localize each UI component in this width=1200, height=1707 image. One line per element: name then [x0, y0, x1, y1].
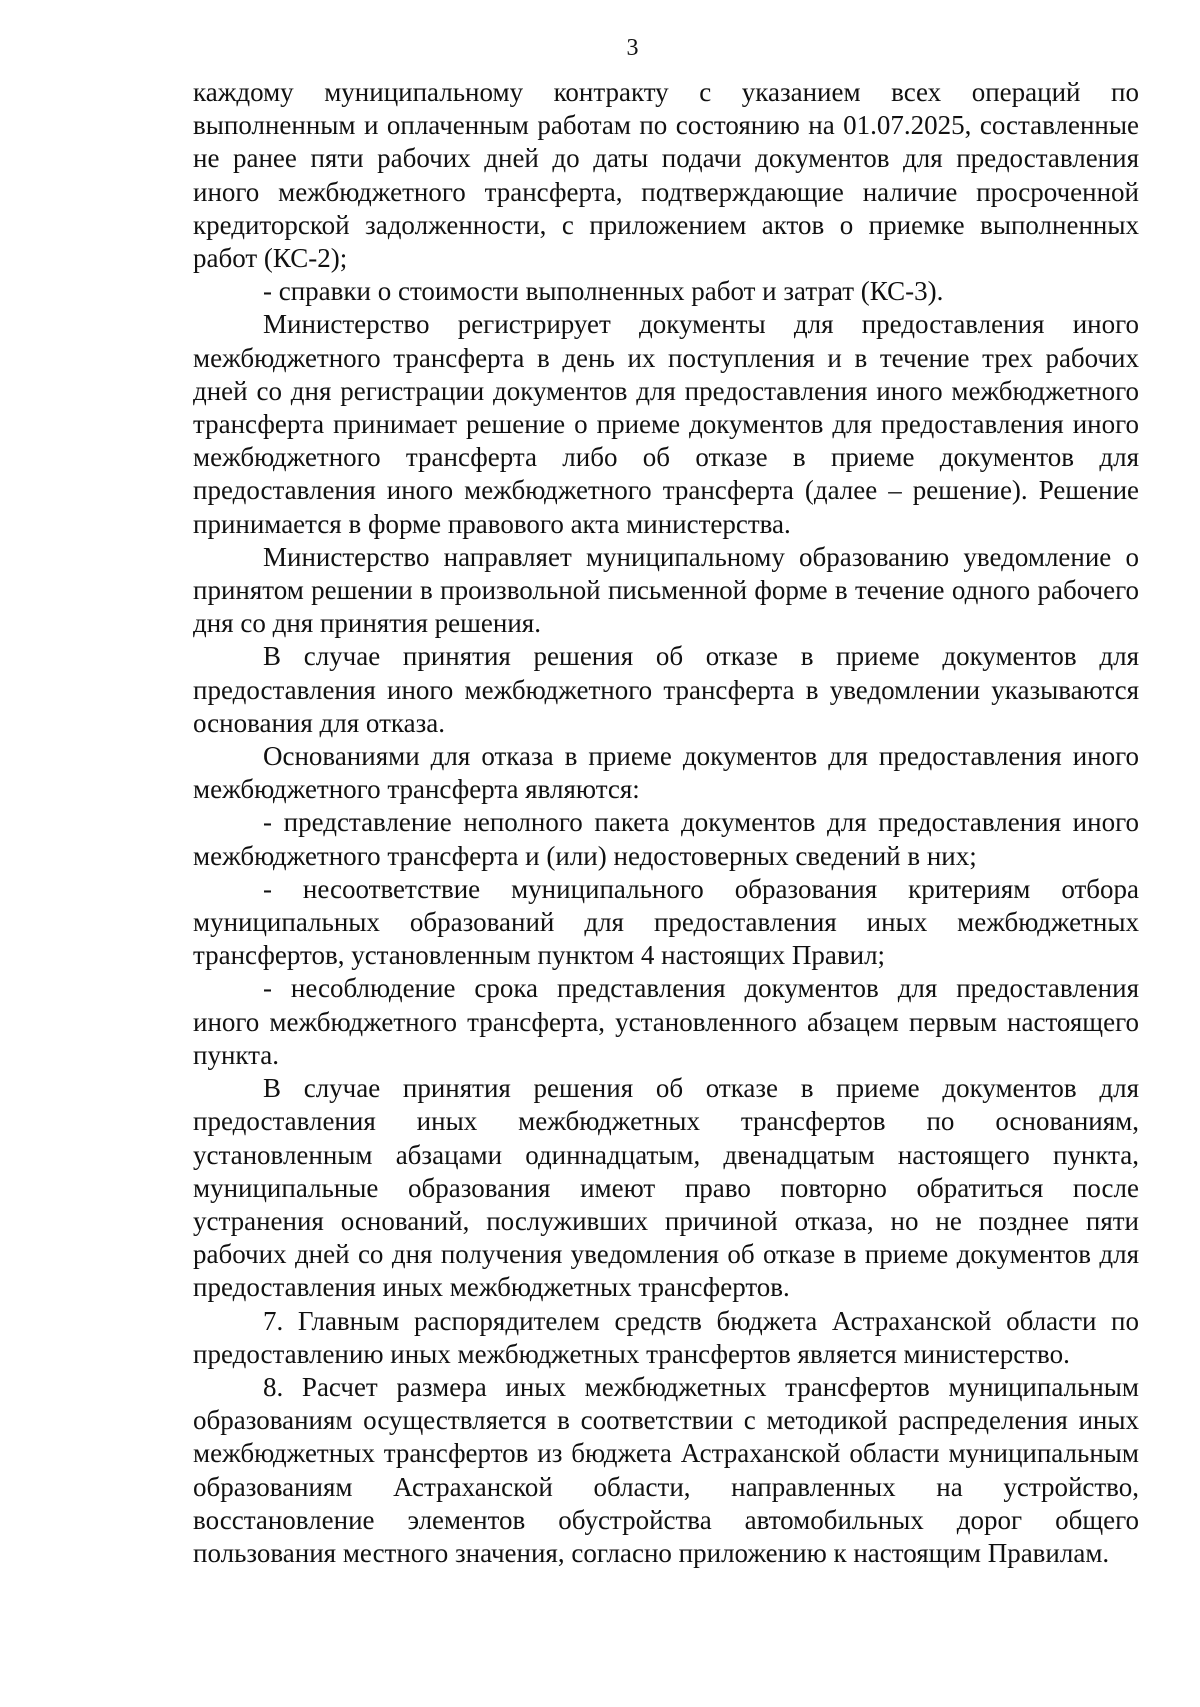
paragraph-10: В случае принятия решения об отказе в приеме документов для предоставления иных межбюджетных трансфертов по основаниям, установленным абзацами одиннадцатым, двенадцатым настоящего пункта, муниципальные образования имеют право повторно обратиться после устранения оснований, послуживших причиной отказа, но не позднее пяти рабочих дней со дня получения уведомления об отказе в приеме документов для предоставления иных межбюджетных трансфертов.: [193, 1073, 1139, 1303]
paragraph-12: 8. Расчет размера иных межбюджетных трансфертов муниципальным образованиям осуществляется в соответствии с методикой распределения иных межбюджетных трансфертов из бюджета Астраханской области муниципальным образованиям Астраханской области, направленных на устройство, восстановление элементов обустройства автомобильных дорог общего пользования местного значения, согласно приложению к настоящим Правилам.: [193, 1371, 1139, 1568]
document-body: [193, 76, 1139, 1570]
page-number: 3: [626, 35, 639, 61]
paragraph-9: - несоблюдение срока представления документов для предоставления иного межбюджетного трансферта, установленного абзацем первым настоящего пункта.: [193, 973, 1139, 1070]
paragraph-4: Министерство направляет муниципальному образованию уведомление о принятом решении в произвольной письменной форме в течение одного рабочего дня со дня принятия решения.: [193, 541, 1139, 639]
paragraph-8: - несоответствие муниципального образования критериям отбора муниципальных образований для предоставления иных межбюджетных трансфертов, установленным пунктом 4 настоящих Правил;: [193, 873, 1139, 971]
paragraph-2: - справки о стоимости выполненных работ и затрат (КС-3).: [263, 276, 944, 307]
paragraph-7: - представление неполного пакета документов для предоставления иного межбюджетного трансферта и (или) недостоверных сведений в них;: [193, 807, 1139, 871]
paragraph-3: Министерство регистрирует документы для предоставления иного межбюджетного трансферта в день их поступления и в течение трех рабочих дней со дня регистрации документов для предоставления иного межбюджетного трансферта принимает решение о приеме документов для предоставления иного межбюджетного трансферта либо об отказе в приеме документов для предоставления иного межбюджетного трансферта (далее – решение). Решение принимается в форме правового акта министерства.: [193, 309, 1139, 539]
paragraph-1: каждому муниципальному контракту с указанием всех операций по выполненным и оплаченным работам по состоянию на 01.07.2025, составленные не ранее пяти рабочих дней до даты подачи документов для предоставления иного межбюджетного трансферта, подтверждающие наличие просроченной кредиторской задолженности, с приложением актов о приемке выполненных работ (КС-2);: [193, 77, 1139, 274]
paragraph-5: В случае принятия решения об отказе в приеме документов для предоставления иного межбюджетного трансферта в уведомлении указываются основания для отказа.: [193, 641, 1139, 738]
paragraph-6: Основаниями для отказа в приеме документов для предоставления иного межбюджетного трансферта являются:: [193, 741, 1139, 805]
paragraph-11: 7. Главным распорядителем средств бюджета Астраханской области по предоставлению иных межбюджетных трансфертов является министерство.: [193, 1305, 1139, 1369]
